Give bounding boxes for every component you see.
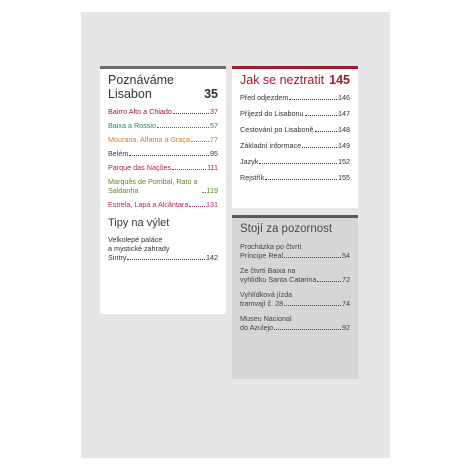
leader-dots	[302, 147, 337, 148]
district-entry[interactable]	[108, 200, 218, 209]
tips-heading	[108, 217, 218, 230]
section-title: Jak se neztratit	[240, 73, 325, 87]
leader-dots	[265, 179, 337, 180]
district-entry[interactable]	[108, 177, 218, 195]
entry-label: do Azulejo	[240, 323, 274, 332]
section-page: 35	[204, 87, 218, 101]
district-entry[interactable]	[108, 163, 218, 172]
section-title: Stojí za pozornost	[240, 223, 333, 235]
entry-label: Před odjezdem	[240, 93, 289, 102]
highlight-last-line[interactable]	[240, 323, 350, 332]
highlight-entry[interactable]	[240, 266, 350, 284]
entry-label: Bairro Alto a Chiado	[108, 107, 172, 116]
tips-entry[interactable]	[108, 235, 218, 262]
entry-page: 149	[338, 141, 350, 150]
entry-page: 147	[338, 109, 350, 118]
card-top-bar	[232, 66, 358, 69]
entry-page: 155	[338, 173, 350, 182]
entry-label: vyhlídku Santa Catarina	[240, 275, 317, 284]
district-entry[interactable]	[108, 135, 218, 144]
highlight-entry[interactable]	[240, 242, 350, 260]
entry-label: Parque das Nações	[108, 163, 172, 172]
leader-dots	[315, 131, 337, 132]
highlight-last-line[interactable]	[240, 275, 350, 284]
entry-page: 72	[342, 275, 350, 284]
section-heading	[240, 73, 350, 87]
toc-card-highlights	[232, 215, 358, 379]
highlights-list	[240, 242, 350, 332]
practical-entry[interactable]	[240, 125, 350, 134]
highlight-line: Vyhlídková jízda	[240, 290, 293, 299]
district-entry[interactable]	[108, 121, 218, 130]
highlight-entry[interactable]	[240, 290, 350, 308]
tips-line: Velkolepé paláce	[108, 235, 163, 244]
page-background	[81, 12, 390, 458]
entry-page: 152	[338, 157, 350, 166]
highlight-last-line[interactable]	[240, 251, 350, 260]
entry-label: Cestování po Lisaboně	[240, 125, 314, 134]
toc-card-orientation	[232, 66, 358, 208]
entry-page: 57	[210, 121, 218, 130]
district-entry[interactable]	[108, 107, 218, 116]
highlight-line: Procházka po čtvrti	[240, 242, 302, 251]
practical-entry[interactable]	[240, 173, 350, 182]
entry-label: tramvají č. 28	[240, 299, 284, 308]
tips-title: Tipy na výlet	[108, 217, 170, 229]
card-top-bar	[232, 215, 358, 218]
entry-page: 111	[207, 163, 218, 172]
highlight-last-line[interactable]	[240, 299, 350, 308]
highlight-line: Museu Nacional	[240, 314, 292, 323]
entry-page: 95	[210, 149, 218, 158]
leader-dots	[259, 163, 337, 164]
practical-list	[240, 93, 350, 182]
entry-page: 77	[210, 135, 218, 144]
leader-dots	[129, 155, 209, 156]
practical-entry[interactable]	[240, 141, 350, 150]
entry-label: Príncipe Real	[240, 251, 284, 260]
leader-dots	[317, 281, 341, 282]
entry-label: Belém	[108, 149, 129, 158]
leader-dots	[189, 206, 205, 207]
leader-dots	[172, 169, 206, 170]
leader-dots	[157, 127, 209, 128]
leader-dots	[173, 113, 209, 114]
entry-label: Příjezd do Lisabonu	[240, 109, 304, 118]
leader-dots	[127, 259, 205, 260]
entry-page: 131	[206, 200, 218, 209]
tips-line: a mystické zahrady	[108, 244, 170, 253]
entry-label: Estrela, Lapa a Alcântara	[108, 200, 189, 209]
section-title: Poznáváme Lisabon	[108, 73, 175, 101]
entry-page: 37	[210, 107, 218, 116]
entry-page: 148	[338, 125, 350, 134]
entry-label: Baixa a Rossio	[108, 121, 156, 130]
practical-entry[interactable]	[240, 109, 350, 118]
leader-dots	[274, 329, 341, 330]
section-page: 145	[329, 73, 350, 87]
practical-entry[interactable]	[240, 93, 350, 102]
district-entry[interactable]	[108, 149, 218, 158]
entry-label: Mouraria, Alfama a Graça	[108, 135, 190, 144]
entry-label: Základní informace	[240, 141, 302, 150]
entry-label: Marquês de Pombal, Rato a Saldanha	[108, 177, 198, 195]
leader-dots	[191, 141, 209, 142]
leader-dots	[284, 257, 341, 258]
district-list	[108, 107, 218, 209]
section-heading	[240, 222, 350, 236]
entry-page: 74	[342, 299, 350, 308]
leader-dots	[284, 305, 341, 306]
leader-dots	[289, 99, 337, 100]
entry-label: Rejstřík	[240, 173, 265, 182]
tips-page: 142	[206, 253, 218, 262]
highlight-entry[interactable]	[240, 314, 350, 332]
entry-page: 119	[206, 186, 218, 195]
practical-entry[interactable]	[240, 157, 350, 166]
leader-dots	[305, 115, 337, 116]
section-heading	[108, 73, 218, 101]
highlight-line: Ze čtvrti Baixa na	[240, 266, 296, 275]
entry-page: 146	[338, 93, 350, 102]
tips-last-line	[108, 253, 218, 262]
tips-line: Sintry	[108, 253, 127, 262]
entry-page: 92	[342, 323, 350, 332]
toc-card-explore	[100, 66, 226, 314]
card-top-bar	[100, 66, 226, 69]
entry-page: 54	[342, 251, 350, 260]
leader-dots	[202, 192, 206, 193]
entry-label: Jazyk	[240, 157, 259, 166]
